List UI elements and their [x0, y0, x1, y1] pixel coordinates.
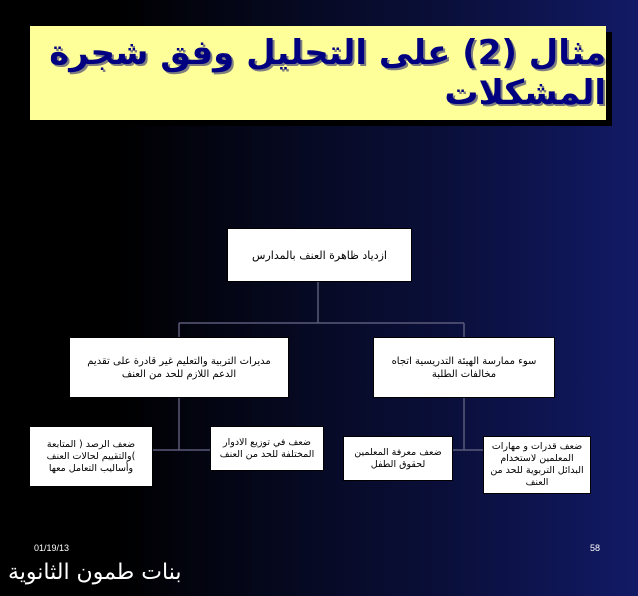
right-outer-subcause-text: ضعف قدرات و مهارات المعلمين لاستخدام البدائل التربوية للحد من العنف — [490, 441, 584, 488]
slide-title: مثال (2) على التحليل وفق شجرة المشكلات — [49, 33, 606, 113]
right-inner-subcause-box — [343, 436, 453, 481]
left-outer-subcause-text: ضعف الرصد ( المتابعة )والتقييم لحالات العنف وأساليب التعامل معها — [46, 438, 136, 474]
left-cause-box — [69, 337, 289, 398]
slide-page-number: 58 — [590, 543, 601, 553]
right-cause-box — [373, 337, 555, 398]
slide-date: 01/19/13 — [34, 543, 70, 553]
left-cause-text: مديرات التربية والتعليم غير قادرة على تقديم الدعم اللازم للحد من العنف — [87, 355, 271, 380]
right-inner-subcause-text: ضعف معرفة المعلمين لحقوق الطفل — [354, 446, 442, 470]
left-inner-subcause-box — [210, 426, 324, 471]
school-name-footer: بنات طمون الثانوية — [8, 560, 182, 585]
root-problem-text: ازدياد ظاهرة العنف بالمدارس — [252, 248, 387, 262]
left-inner-subcause-text: ضعف في توزيع الادوار المختلفة للحد من العنف — [219, 436, 315, 460]
root-problem-box — [227, 228, 412, 282]
right-outer-subcause-box — [483, 436, 591, 494]
right-cause-text: سوء ممارسة الهيئة التدريسية اتجاه مخالفات الطلبة — [391, 355, 537, 380]
left-outer-subcause-box — [29, 426, 153, 487]
